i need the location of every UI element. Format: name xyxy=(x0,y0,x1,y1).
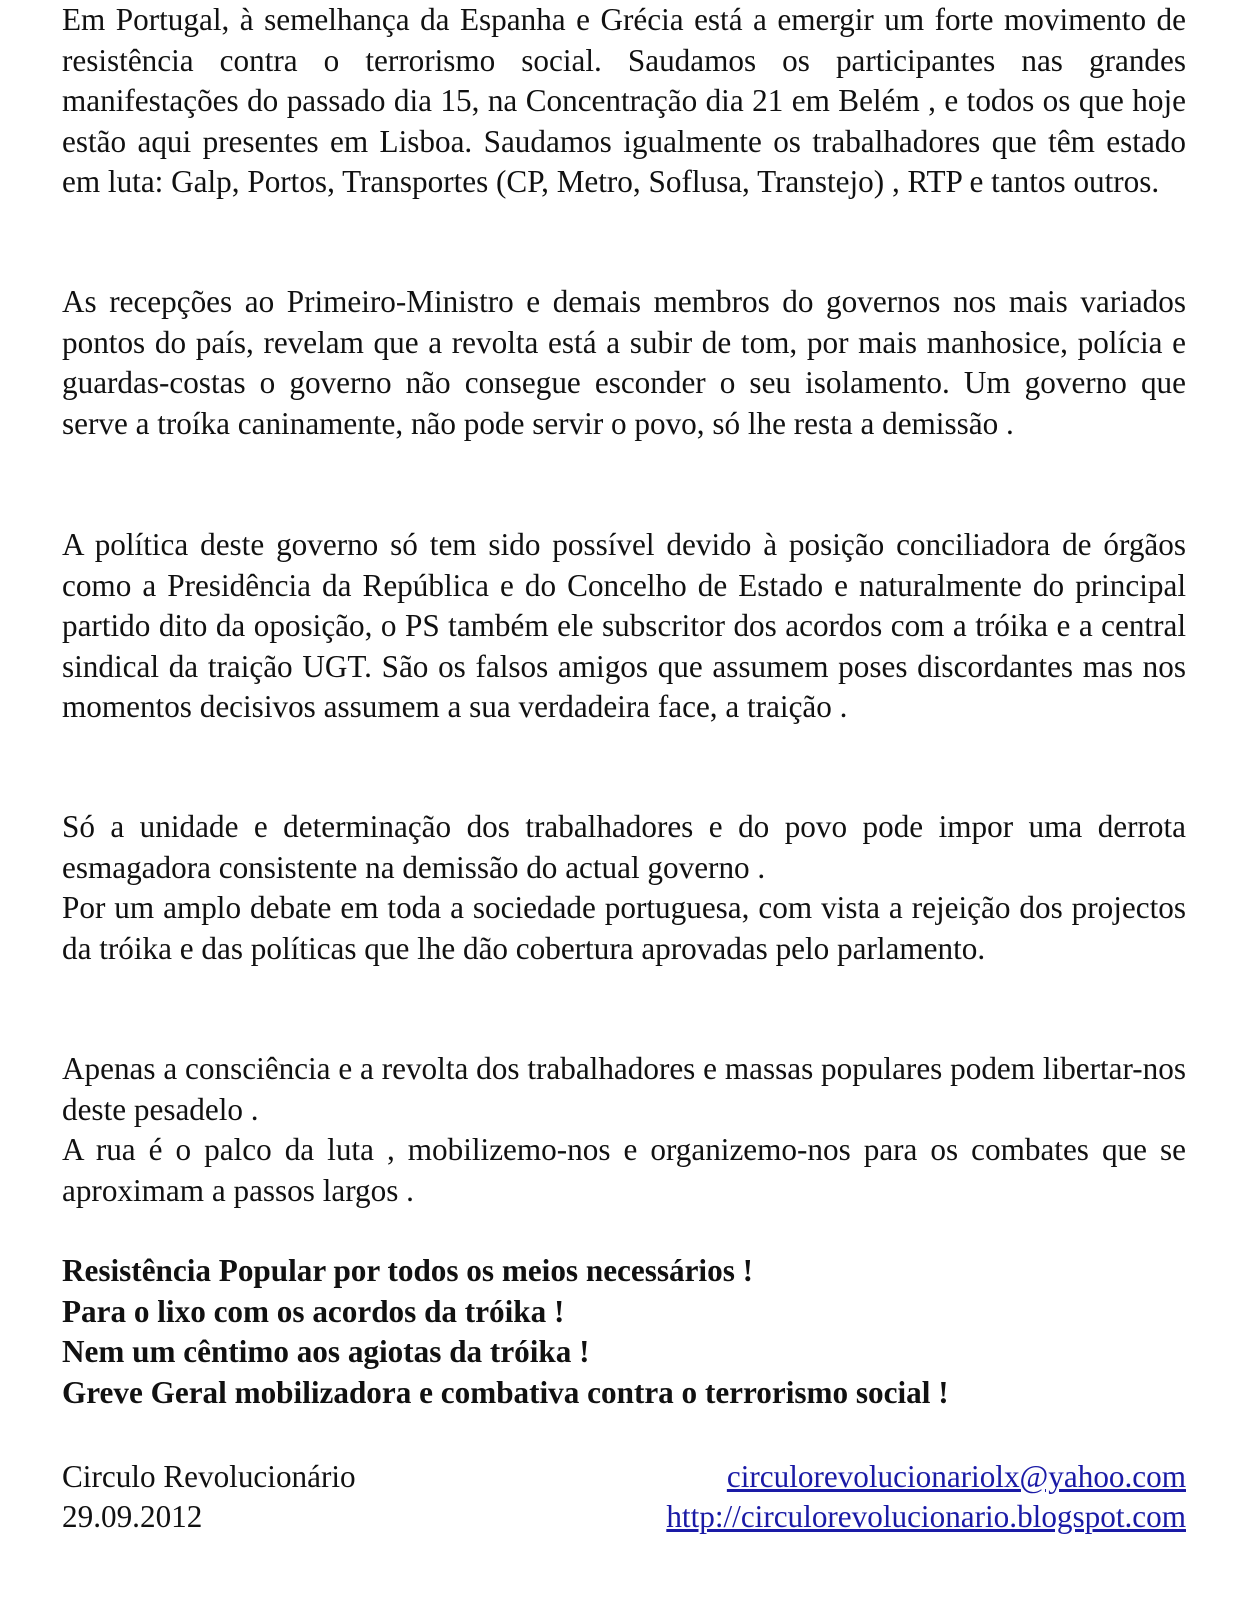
slogan-item: Greve Geral mobilizadora e combativa contra o terrorismo social ! xyxy=(62,1374,949,1410)
document-date: 29.09.2012 xyxy=(62,1499,203,1534)
paragraph-unity-text: Só a unidade e determinação dos trabalhadores e do povo pode impor uma derrota esmagadora consistente na demissão do actual governo . xyxy=(62,809,1186,885)
slogans-list xyxy=(62,1251,1186,1413)
organization-name: Circulo Revolucionário xyxy=(62,1459,356,1494)
signature-block xyxy=(62,1457,356,1537)
paragraph-government-isolation: As recepções ao Primeiro-Ministro e demais membros do governos nos mais variados pontos do país, revelam que a revolta está a subir de tom, por mais manhosice, polícia e guardas-costas o governo não consegue esconder o seu isolamento. Um governo que serve a troíka caninamente, não pode servir o povo, só lhe resta a demissão . xyxy=(62,284,1186,441)
slogan-item: Para o lixo com os acordos da tróika ! xyxy=(62,1293,565,1329)
paragraph-consciousness xyxy=(62,1049,1186,1211)
contact-links xyxy=(666,1457,1186,1537)
email-link[interactable]: circulorevolucionariolx@yahoo.com xyxy=(726,1459,1186,1494)
paragraph-debate-text: Por um amplo debate em toda a sociedade portuguesa, com vista a rejeição dos projectos da tróika e das políticas que lhe dão cobertura aprovadas pelo parlamento. xyxy=(62,890,1186,966)
paragraph-unity xyxy=(62,807,1186,969)
slogan-item: Nem um cêntimo aos agiotas da tróika ! xyxy=(62,1334,590,1369)
paragraph-conciliatory-policy: A política deste governo só tem sido possível devido à posição conciliadora de órgãos como a Presidência da República e do Concelho de Estado e naturalmente do principal partido dito da oposição, o PS também ele subscritor dos acordos com a tróika e a central sindical da traição UGT. São os falsos amigos que assumem poses discordantes mas nos momentos decisivos assumem a sua verdadeira face, a traição . xyxy=(62,527,1186,725)
paragraph-intro: Em Portugal, à semelhança da Espanha e Grécia está a emergir um forte movimento de resistência contra o terrorismo social. Saudamos os participantes nas grandes manifestações do passado dia 15, na Concentração dia 21 em Belém , e todos os que hoje estão aqui presentes em Lisboa. Saudamos igualmente os trabalhadores que têm estado em luta: Galp, Portos, Transportes (CP, Metro, Soflusa, Transtejo) , RTP e tantos outros. xyxy=(62,2,1186,200)
paragraph-consciousness-text: Apenas a consciência e a revolta dos trabalhadores e massas populares podem libertar-nos deste pesadelo . xyxy=(62,1051,1186,1127)
blog-link[interactable]: http://circulorevolucionario.blogspot.com xyxy=(666,1499,1186,1534)
paragraph-street-text: A rua é o palco da luta , mobilizemo-nos e organizemo-nos para os combates que se aproximam a passos largos . xyxy=(62,1132,1186,1208)
slogan-item: Resistência Popular por todos os meios necessários ! xyxy=(62,1253,754,1288)
